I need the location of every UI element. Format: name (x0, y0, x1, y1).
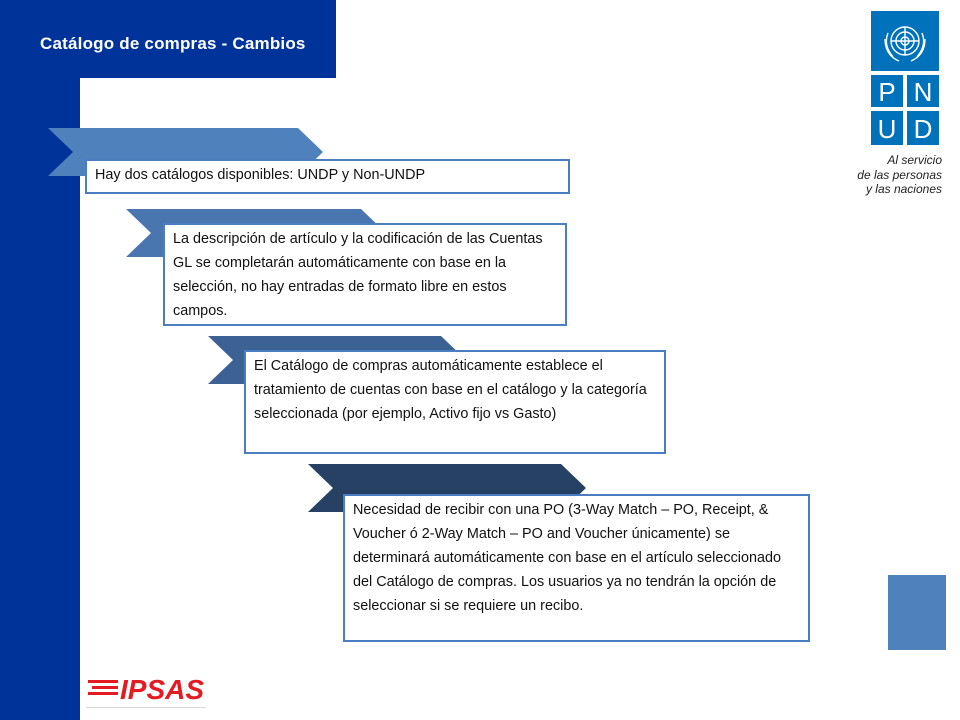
slide-title: Catálogo de compras - Cambios (40, 34, 306, 53)
logo-letter-d: D (913, 114, 933, 144)
logo-tagline (850, 153, 942, 197)
step-3-text: El Catálogo de compras automáticamente establece el tratamiento de cuentas con base en el catálogo y la categoría seleccionada (por ejemplo, Activo fijo vs Gasto) (244, 350, 666, 454)
tagline-line-2: de las personas (857, 167, 942, 182)
pnud-logo (871, 11, 939, 145)
tagline-line-1: Al servicio (887, 153, 942, 167)
step-1-text: Hay dos catálogos disponibles: UNDP y Non-UNDP (85, 159, 570, 194)
tagline-line-3: y las naciones (865, 182, 942, 196)
logo-letter-u: U (877, 114, 897, 144)
logo-letter-n: N (913, 77, 933, 107)
ipsas-logo-text: IPSAS (120, 674, 205, 705)
speed-lines-icon (88, 680, 118, 695)
ipsas-logo (86, 669, 206, 709)
decorative-square (888, 575, 946, 650)
step-2-text: La descripción de artículo y la codificación de las Cuentas GL se completarán automáticamente con base en la selección, no hay entradas de formato libre en estos campos. (163, 223, 567, 326)
left-blue-band (0, 0, 80, 720)
step-4-text: Necesidad de recibir con una PO (3-Way Match – PO, Receipt, & Voucher ó 2-Way Match – PO and Voucher únicamente) se determinará automáticamente con base en el artículo seleccionado del Catálogo de compras. Los usuarios ya no tendrán la opción de seleccionar si se requiere un recibo. (343, 494, 810, 642)
logo-letter-p: P (878, 77, 896, 107)
